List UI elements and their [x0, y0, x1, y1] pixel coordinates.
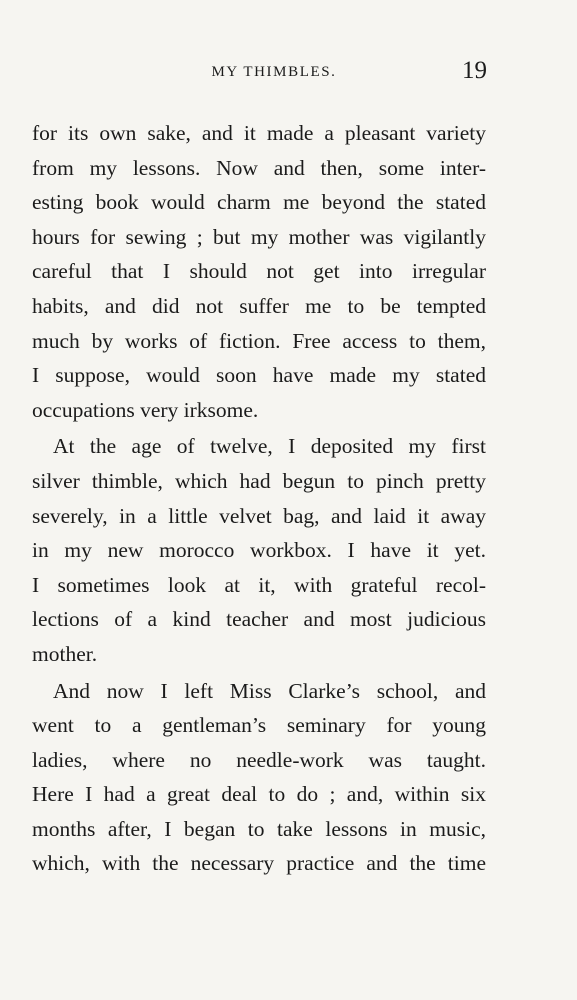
text-line: habits, and did not suffer me to be tempted	[32, 293, 486, 318]
body-text	[32, 116, 486, 881]
text-line: I sometimes look at it, with grateful recol-	[32, 572, 486, 597]
text-line: in my new morocco workbox. I have it yet.	[32, 538, 486, 563]
text-line: At the age of twelve, I deposited my first	[53, 434, 486, 459]
text-line: esting book would charm me beyond the stated	[32, 190, 486, 215]
text-line: which, with the necessary practice and the time	[32, 851, 486, 876]
text-line: ladies, where no needle-work was taught.	[32, 747, 486, 772]
text-line: mother.	[32, 641, 98, 666]
text-line: from my lessons. Now and then, some inter-	[32, 155, 486, 180]
text-line: months after, I began to take lessons in music,	[32, 816, 486, 841]
text-line: careful that I should not get into irregular	[32, 259, 486, 284]
text-line: lections of a kind teacher and most judicious	[32, 607, 486, 632]
text-line: hours for sewing ; but my mother was vigilantly	[32, 224, 486, 249]
text-line: Here I had a great deal to do ; and, within six	[32, 782, 486, 807]
page-number: 19	[462, 57, 487, 84]
text-line: occupations very irksome.	[32, 397, 259, 422]
text-line: for its own sake, and it made a pleasant variety	[32, 121, 486, 145]
text-line: silver thimble, which had begun to pinch pretty	[32, 468, 486, 493]
text-line: And now I left Miss Clarke’s school, and	[53, 678, 486, 703]
text-line: much by works of fiction. Free access to them,	[32, 328, 486, 353]
running-head	[0, 57, 577, 90]
text-line: severely, in a little velvet bag, and laid it away	[32, 503, 486, 528]
text-line: I suppose, would soon have made my stated	[32, 363, 486, 388]
text-line: went to a gentleman’s seminary for young	[32, 713, 486, 738]
running-title: MY THIMBLES.	[211, 64, 337, 80]
